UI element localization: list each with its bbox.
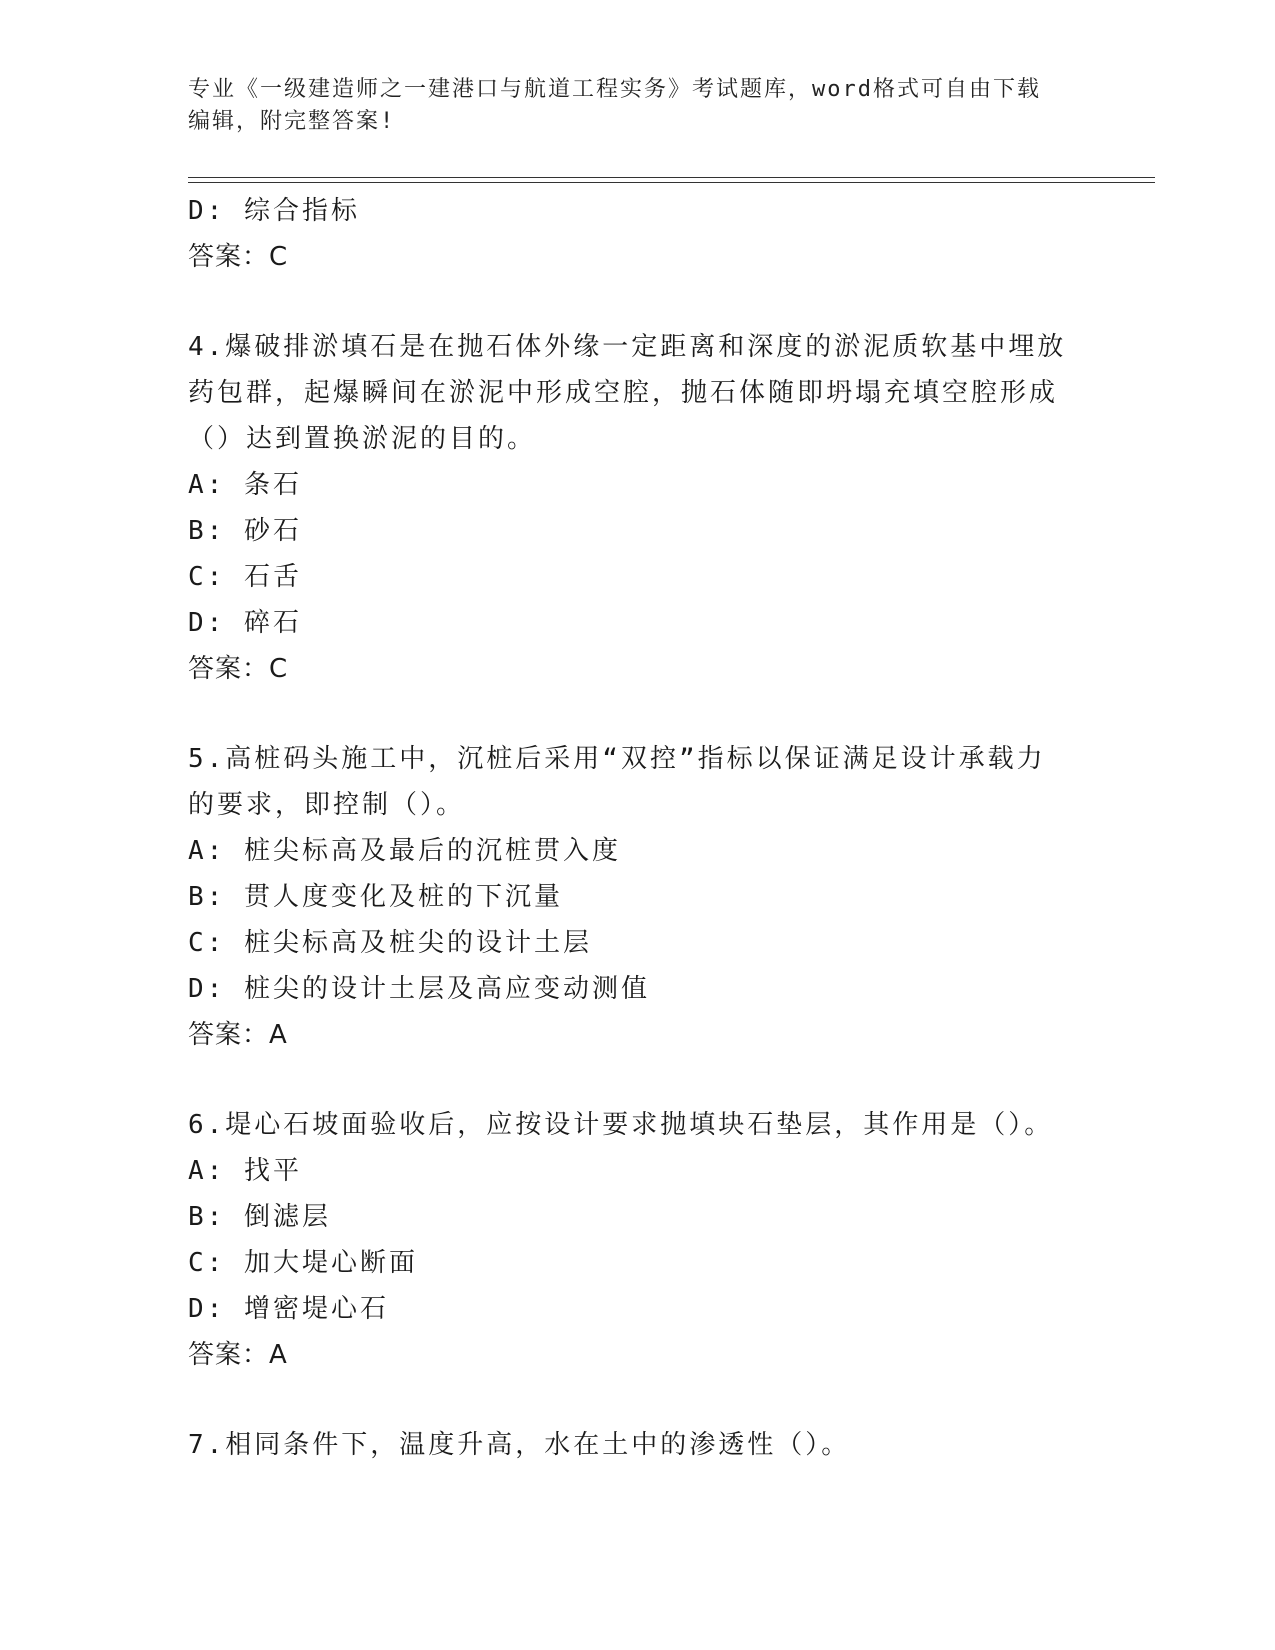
question-7 [188, 1422, 1078, 1468]
option-a: A: 找平 [188, 1156, 302, 1186]
question-stem-line: 7.相同条件下，温度升高，水在土中的渗透性（）。 [188, 1430, 851, 1460]
question-stem-line: 4.爆破排淤填石是在抛石体外缘一定距离和深度的淤泥质软基中埋放 [188, 332, 1067, 362]
option-c: C: 加大堤心断面 [188, 1248, 418, 1278]
document-body [188, 188, 1078, 1468]
header-title-line-1: 专业《一级建造师之一建港口与航道工程实务》考试题库，word格式可自由下载 [188, 77, 1041, 102]
question-stem-line: 药包群，起爆瞬间在淤泥中形成空腔，抛石体随即坍塌充填空腔形成 [188, 378, 1059, 408]
question-stem-line: （）达到置换淤泥的目的。 [188, 424, 537, 454]
spacer [188, 280, 1078, 324]
option-b: B: 贯人度变化及桩的下沉量 [188, 882, 563, 912]
option-d: D: 综合指标 [188, 196, 360, 226]
header-divider [188, 177, 1155, 183]
question-stem-line: 5.高桩码头施工中，沉桩后采用“双控”指标以保证满足设计承载力 [188, 744, 1046, 774]
spacer [188, 1378, 1078, 1422]
option-a: A: 条石 [188, 470, 302, 500]
question-3-tail [188, 188, 1078, 280]
spacer [188, 1058, 1078, 1102]
option-d: D: 碎石 [188, 608, 302, 638]
answer: 答案：C [188, 654, 289, 684]
header-title-line-2: 编辑，附完整答案! [188, 109, 396, 134]
question-5 [188, 736, 1078, 1058]
question-4 [188, 324, 1078, 692]
question-6 [188, 1102, 1078, 1378]
question-stem-line: 的要求，即控制（）。 [188, 790, 466, 820]
page-header [188, 74, 1088, 138]
option-d: D: 桩尖的设计土层及高应变动测值 [188, 974, 650, 1004]
question-stem-line: 6.堤心石坡面验收后，应按设计要求抛填块石垫层，其作用是（）。 [188, 1110, 1054, 1140]
option-b: B: 倒滤层 [188, 1202, 331, 1232]
option-c: C: 桩尖标高及桩尖的设计土层 [188, 928, 592, 958]
option-d: D: 增密堤心石 [188, 1294, 389, 1324]
option-b: B: 砂石 [188, 516, 302, 546]
option-a: A: 桩尖标高及最后的沉桩贯入度 [188, 836, 621, 866]
option-c: C: 石舌 [188, 562, 302, 592]
answer: 答案：C [188, 242, 289, 272]
answer: 答案：A [188, 1020, 288, 1050]
answer: 答案：A [188, 1340, 288, 1370]
spacer [188, 692, 1078, 736]
